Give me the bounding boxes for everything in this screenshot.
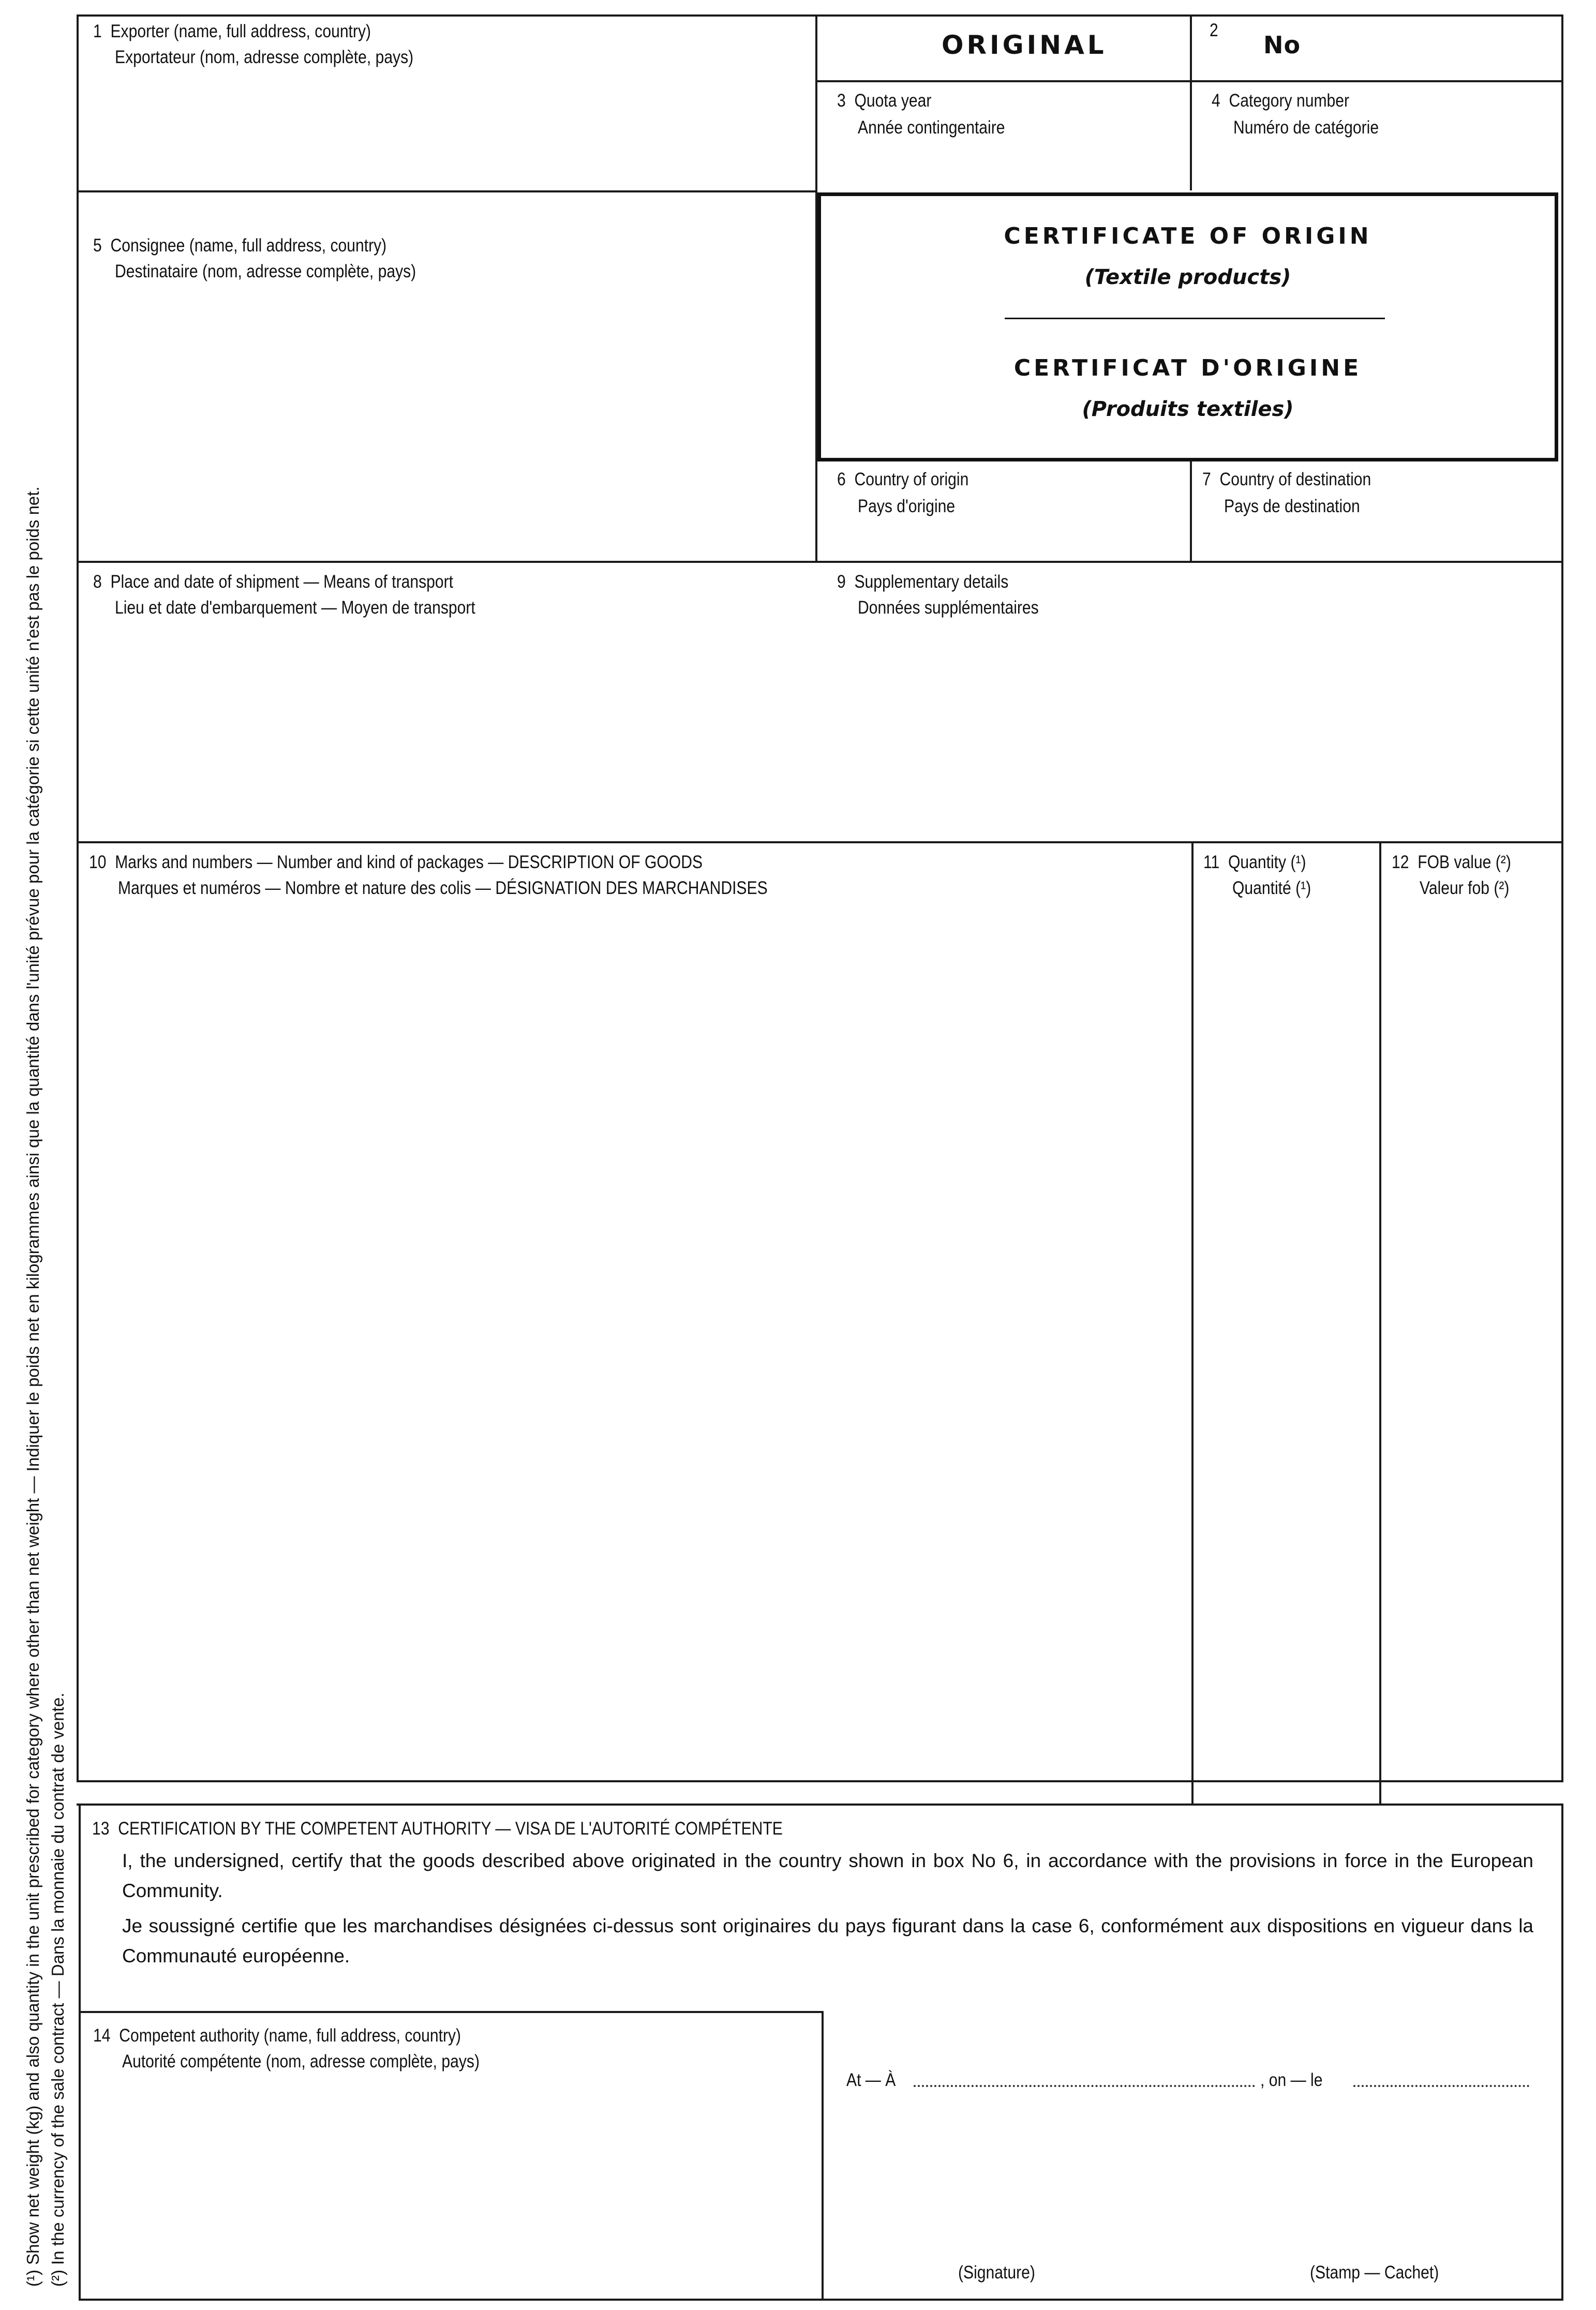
box12-label — [1392, 850, 1511, 875]
box4-label-en: Category number — [1229, 91, 1350, 111]
at-label: At — À — [846, 2070, 896, 2090]
box1-label-en: Exporter (name, full address, country) — [110, 21, 371, 41]
box11-label-fr: Quantité (¹) — [1232, 878, 1311, 898]
on-date-field[interactable] — [1353, 2082, 1529, 2087]
box13-number: 13 — [92, 1819, 110, 1839]
box14-label-en: Competent authority (name, full address, country) — [119, 2025, 461, 2046]
box10-label — [89, 850, 703, 875]
box5-label — [93, 233, 386, 259]
box12-number: 12 — [1392, 852, 1409, 872]
footnote-2: (²) In the currency of the sale contract — Dans la monnaie du contrat de vente. — [48, 1692, 67, 2287]
box1-number: 1 — [93, 21, 102, 41]
certificate-title-en: CERTIFICATE OF ORIGIN — [1004, 223, 1372, 249]
box6-number: 6 — [837, 469, 846, 489]
box7-label-en: Country of destination — [1219, 469, 1371, 489]
box9-label — [837, 569, 1008, 595]
box3-label-fr: Année contingentaire — [858, 117, 1005, 138]
box8-number: 8 — [93, 572, 102, 592]
box6-label-en: Country of origin — [854, 469, 969, 489]
box4-label-fr: Numéro de catégorie — [1233, 117, 1379, 138]
box3-label-en: Quota year — [854, 91, 932, 111]
box9-label-fr: Données supplémentaires — [858, 598, 1039, 618]
box12-label-fr: Valeur fob (²) — [1420, 878, 1510, 898]
box5-label-fr: Destinataire (nom, adresse complète, pays) — [115, 261, 416, 281]
box8-label-fr: Lieu et date d'embarquement — Moyen de transport — [115, 598, 475, 618]
box6-label-fr: Pays d'origine — [858, 496, 956, 516]
box1-label-fr: Exportateur (nom, adresse complète, pays) — [115, 47, 414, 67]
signing-line — [846, 2067, 1534, 2098]
box13-declaration-en: I, the undersigned, certify that the goods described above originated in the country shown in box No 6, in accordance with the provisions in force in the European Community. — [122, 1850, 1533, 1901]
certificate-divider — [1005, 318, 1385, 319]
box14-label — [93, 2023, 461, 2049]
box4-label — [1212, 88, 1349, 114]
at-place-field[interactable] — [914, 2082, 1255, 2087]
certificate-title-box — [817, 192, 1558, 461]
box5-number: 5 — [93, 235, 102, 256]
box2-no: No — [1263, 31, 1301, 59]
box3-number: 3 — [837, 91, 846, 111]
certificate-subtitle-en: (Textile products) — [1084, 265, 1291, 289]
box7-label-fr: Pays de destination — [1224, 496, 1360, 516]
certificate-subtitle-fr: (Produits textiles) — [1082, 397, 1294, 421]
box12-label-en: FOB value (²) — [1418, 852, 1511, 872]
box3-label — [837, 88, 931, 114]
box13-title-text: CERTIFICATION BY THE COMPETENT AUTHORITY — VISA DE L'AUTORITÉ COMPÉTENTE — [118, 1819, 783, 1839]
box6-label — [837, 467, 968, 493]
box13-declaration-fr: Je soussigné certifie que les marchandises désignées ci-dessus sont originaires du pays figurant dans la case 6, conformément aux dispositions en vigueur dans la Communauté européenne. — [122, 1915, 1533, 1966]
box10-label-en: Marks and numbers — Number and kind of packages — DESCRIPTION OF GOODS — [115, 852, 703, 872]
box9-label-en: Supplementary details — [854, 572, 1009, 592]
footnote-side-text — [21, 486, 70, 2287]
on-label: , on — le — [1260, 2070, 1323, 2090]
original-heading: ORIGINAL — [942, 30, 1107, 60]
box11-number: 11 — [1203, 852, 1220, 872]
box11-label — [1203, 850, 1306, 875]
box9-number: 9 — [837, 572, 846, 592]
stamp-caption: (Stamp — Cachet) — [1310, 2262, 1439, 2283]
box14-label-fr: Autorité compétente (nom, adresse complète, pays) — [122, 2051, 480, 2071]
box7-number: 7 — [1202, 469, 1211, 489]
box10-number: 10 — [89, 852, 107, 872]
box1-label — [93, 19, 371, 44]
box4-number: 4 — [1212, 91, 1220, 111]
box2-number: 2 — [1210, 20, 1218, 40]
box8-label — [93, 569, 453, 595]
box5-label-en: Consignee (name, full address, country) — [110, 235, 387, 256]
footnote-1: (¹) Show net weight (kg) and also quantity in the unit prescribed for category where other than net weight — Indiquer le poids net en kilogrammes ainsi que la quantité dans l'unité prévue pour la catégorie si cette unité n'est pas le poids net. — [23, 486, 42, 2287]
box10-label-fr: Marques et numéros — Nombre et nature des colis — DÉSIGNATION DES MARCHANDISES — [118, 878, 768, 898]
box7-label — [1202, 467, 1371, 493]
box14-number: 14 — [93, 2025, 111, 2046]
box11-label-en: Quantity (¹) — [1228, 852, 1306, 872]
signature-caption: (Signature) — [958, 2262, 1035, 2283]
box13-title — [92, 1816, 783, 1842]
box8-label-en: Place and date of shipment — Means of transport — [110, 572, 454, 592]
certificate-title-fr: CERTIFICAT D'ORIGINE — [1013, 355, 1362, 381]
